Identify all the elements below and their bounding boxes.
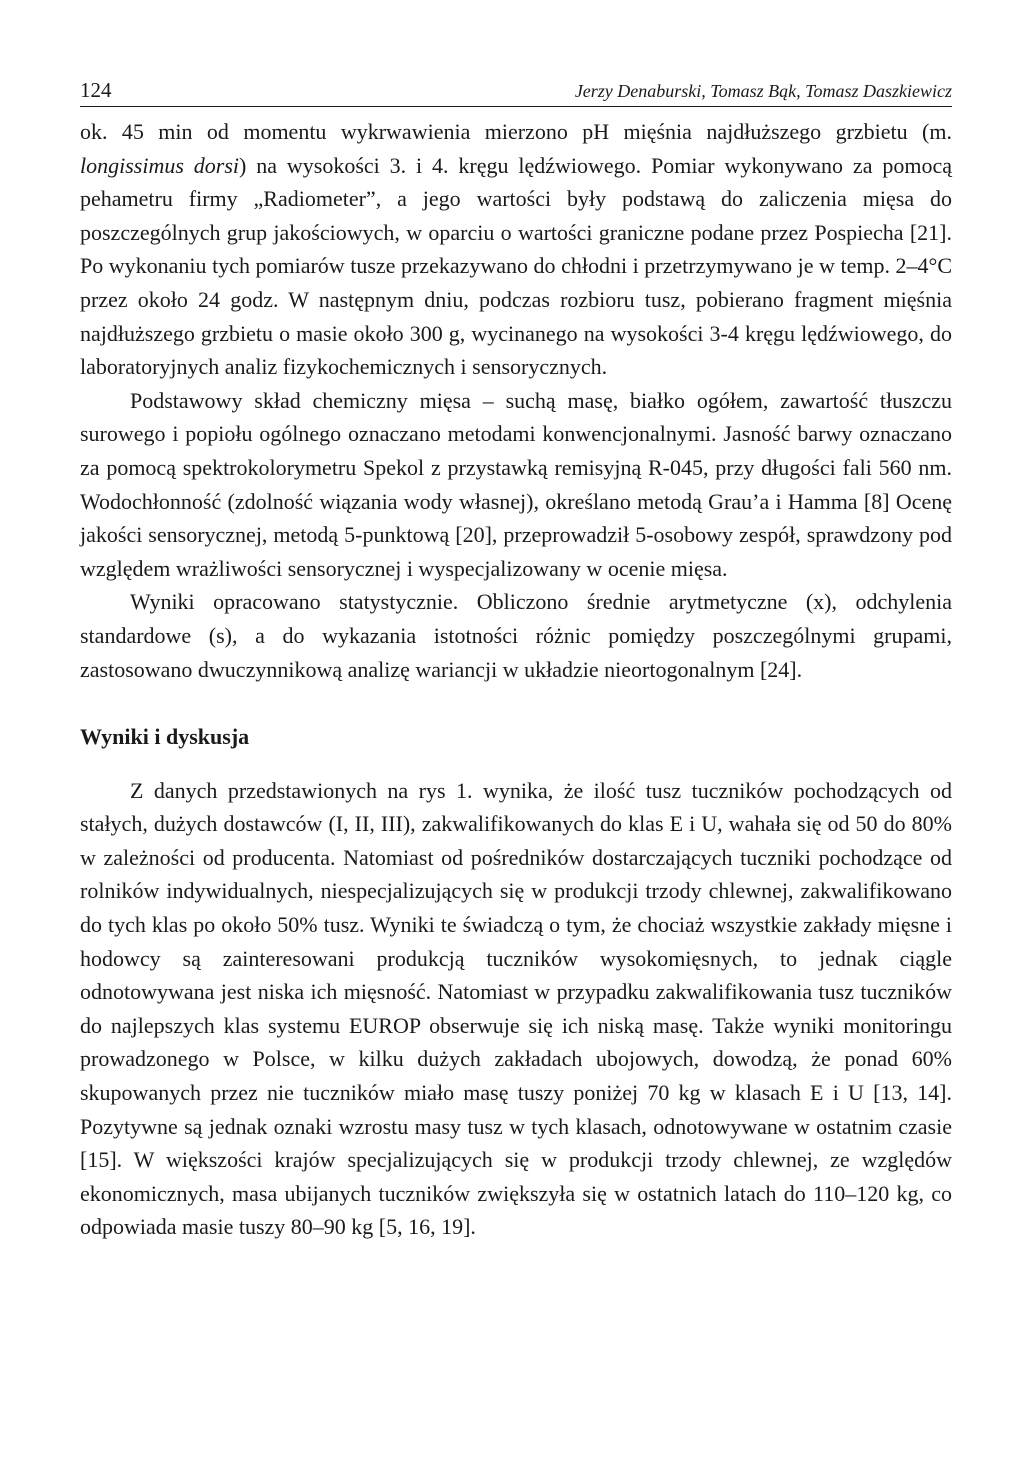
paragraph-segment: ok. 45 min od momentu wykrwawienia mierzono pH mięśnia najdłuższego grzbietu (m. bbox=[80, 119, 952, 144]
latin-term: longissimus dorsi bbox=[80, 152, 240, 178]
running-header bbox=[80, 78, 952, 107]
paragraph-segment: ) na wysokości 3. i 4. kręgu lędźwiowego. Pomiar wykonywano za pomocą pehametru firmy „Radiometer”, a jego wartości były podstawą do zaliczenia mięsa do poszczególnych grup jakościowych, w oparciu o wartości graniczne podane przez Pospiecha [21]. Po wykonaniu tych pomiarów tusze przekazywano do chłodni i przetrzymywano je w temp. 2–4°C przez około 24 godz. W następnym dniu, podczas rozbioru tusz, pobierano fragment mięśnia najdłuższego grzbietu o masie około 300 g, wycinanego na wysokości 3-4 kręgu lędźwiowego, do laboratoryjnych analiz fizykochemicznych i sensorycznych. bbox=[80, 152, 952, 380]
page-number: 124 bbox=[80, 78, 112, 102]
paragraph-methods-ph bbox=[80, 115, 952, 384]
running-header-authors: Jerzy Denaburski, Tomasz Bąk, Tomasz Daszkiewicz bbox=[574, 81, 952, 101]
document-page bbox=[80, 78, 952, 1244]
body-text bbox=[80, 115, 952, 1244]
paragraph-results: Z danych przedstawionych na rys 1. wynika, że ilość tusz tuczników pochodzących od stałych, dużych dostawców (I, II, III), zakwalifikowanych do klas E i U, wahała się od 50 do 80% w zależności od producenta. Natomiast od pośredników dostarczających tuczniki pochodzące od rolników indywidualnych, niespecjalizujących się w produkcji trzody chlewnej, zakwalifikowano do tych klas po około 50% tusz. Wyniki te świadczą o tym, że chociaż wszystkie zakłady mięsne i hodowcy są zainteresowani produkcją tuczników wysokomięsnych, to jednak ciągle odnotowywana jest niska ich mięsność. Natomiast w przypadku zakwalifikowania tusz tuczników do najlepszych klas systemu EUROP obserwuje się ich niską masę. Także wyniki monitoringu prowadzonego w Polsce, w kilku dużych zakładach ubojowych, dowodzą, że ponad 60% skupowanych przez nie tuczników miało masę tuszy poniżej 70 kg w klasach E i U [13, 14]. Pozytywne są jednak oznaki wzrostu masy tusz w tych klasach, odnotowywane w ostatnim czasie [15]. W większości krajów specjalizujących się w produkcji trzody chlewnej, ze względów ekonomicznych, masa ubijanych tuczników zwiększyła się w ostatnich latach do 110–120 kg, co odpowiada masie tuszy 80–90 kg [5, 16, 19]. bbox=[80, 777, 952, 1240]
paragraph-methods-statistics: Wyniki opracowano statystycznie. Obliczono średnie arytmetyczne (x), odchylenia standardowe (s), a do wykazania istotności różnic pomiędzy poszczególnymi grupami, zastosowano dwuczynnikową analizę wariancji w układzie nieortogonalnym [24]. bbox=[80, 589, 952, 682]
paragraph-methods-chemical: Podstawowy skład chemiczny mięsa – suchą masę, białko ogółem, zawartość tłuszczu surowego i popiołu ogólnego oznaczano metodami konwencjonalnymi. Jasność barwy oznaczano za pomocą spektrokolorymetru Spekol z przystawką remisyjną R-045, przy długości fali 560 nm. Wodochłonność (zdolność wiązania wody własnej), określano metodą Grau’a i Hamma [8] Ocenę jakości sensorycznej, metodą 5-punktową [20], przeprowadził 5-osobowy zespół, sprawdzony pod względem wrażliwości sensorycznej i wyspecjalizowany w ocenie mięsa. bbox=[80, 387, 952, 581]
section-heading: Wyniki i dyskusja bbox=[80, 724, 250, 750]
